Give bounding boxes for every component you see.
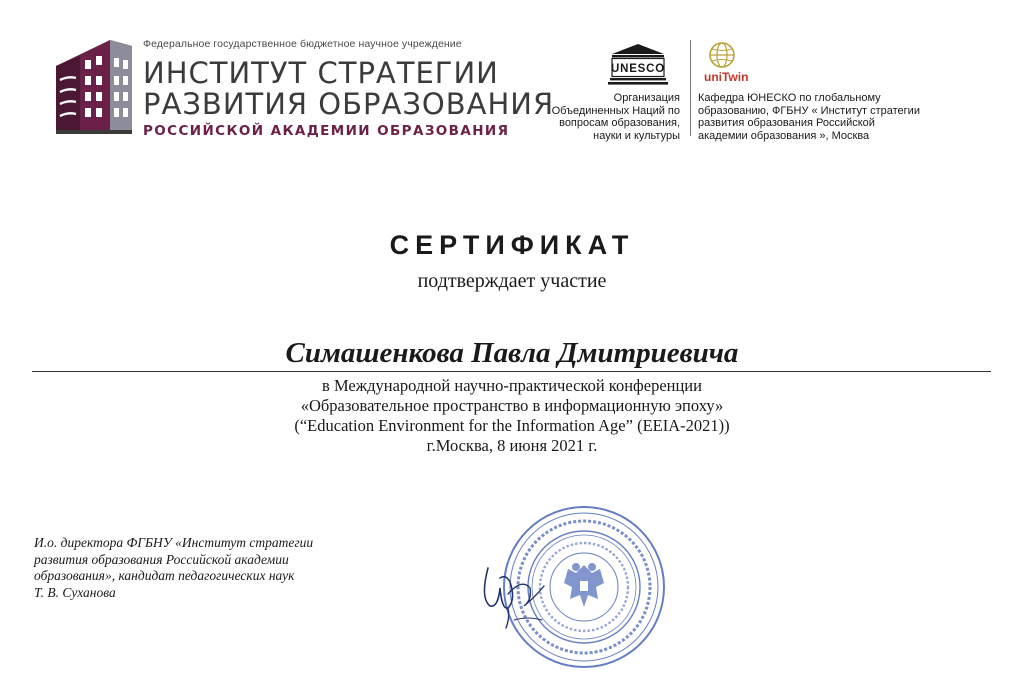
unitwin-caption-line: развития образования Российской — [698, 117, 875, 129]
handwritten-signature — [470, 548, 560, 633]
certificate-body — [0, 376, 1024, 456]
signatory-line: образования», кандидат педагогических наук — [34, 568, 295, 583]
unitwin-logo-text: uniTwin — [704, 70, 749, 84]
recipient-name: Симашенкова Павла Дмитриевича — [285, 337, 739, 369]
institute-name-line3: РОССИЙСКОЙ АКАДЕМИИ ОБРАЗОВАНИЯ — [143, 123, 510, 139]
signatory-line: И.о. директора ФГБНУ «Институт стратегии — [34, 535, 314, 550]
header-divider — [690, 40, 691, 136]
unesco-temple-logo — [606, 42, 670, 86]
signatory-line: развития образования Российской академии — [34, 551, 289, 567]
body-line: г.Москва, 8 июня 2021 г. — [426, 436, 598, 455]
unesco-caption-line: науки и культуры — [593, 129, 680, 142]
body-line: (“Education Environment for the Information Age” (EEIA-2021)) — [294, 416, 730, 435]
institute-name-line2: РАЗВИТИЯ ОБРАЗОВАНИЯ — [143, 87, 555, 121]
unesco-caption — [530, 92, 680, 142]
unesco-caption-line: Объединенных Наций по — [551, 104, 680, 117]
institute-name-block — [143, 38, 555, 139]
institute-building-logo — [52, 36, 134, 138]
body-line: в Международной научно-практической конференции — [322, 376, 702, 395]
institute-name-line1: ИНСТИТУТ СТРАТЕГИИ — [143, 56, 499, 90]
signatory-block — [34, 535, 354, 601]
name-underline — [32, 371, 991, 372]
unesco-caption-line: Организация — [613, 92, 680, 104]
unitwin-caption-line: академии образования », Москва — [698, 129, 870, 142]
unitwin-caption-line: Кафедра ЮНЕСКО по глобальному — [698, 92, 881, 104]
signatory-line: Т. В. Суханова — [34, 584, 116, 600]
unitwin-caption — [698, 92, 948, 142]
unitwin-caption-line: образованию, ФГБНУ « Институт стратегии — [698, 104, 920, 117]
unesco-caption-line: вопросам образования, — [559, 117, 680, 129]
certificate-title: СЕРТИФИКАТ — [389, 230, 635, 260]
unitwin-globe-logo — [700, 40, 758, 86]
body-line: «Образовательное пространство в информационную эпоху» — [300, 396, 724, 415]
certificate-subtitle: подтверждает участие — [417, 270, 607, 292]
unesco-logo-text: UNESCO — [610, 63, 666, 75]
institute-type-line: Федеральное государственное бюджетное научное учреждение — [143, 38, 462, 50]
